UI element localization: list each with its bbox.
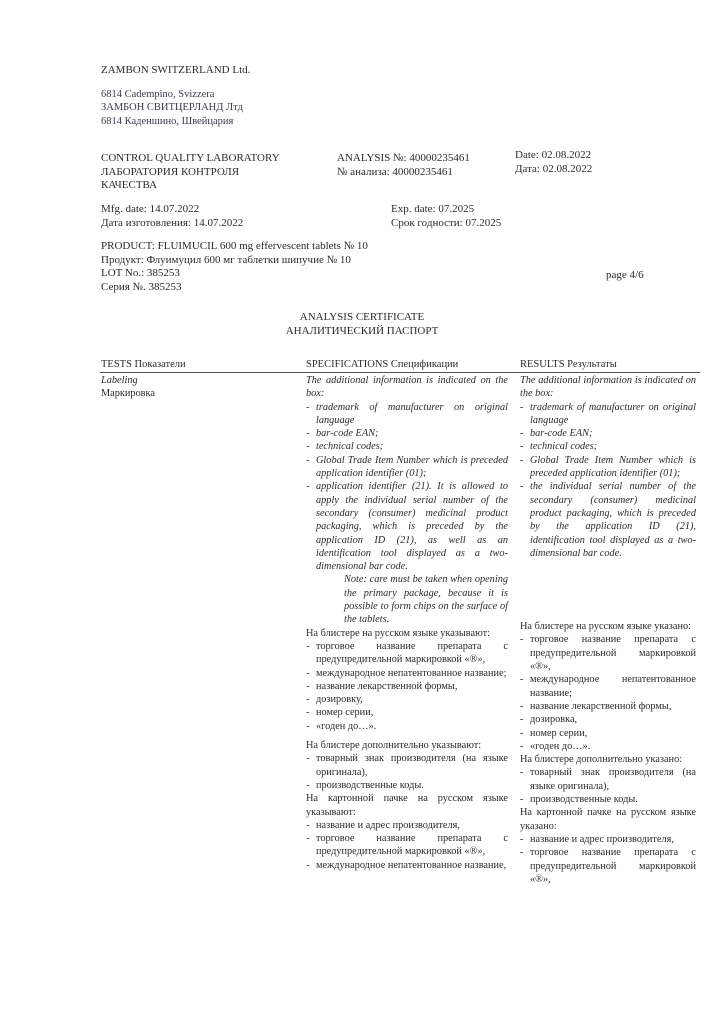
- list-item: - application identifier (21). It is allowed to apply the individual serial number of the secondary (consumer) medicinal product packaging, which is preceded by the application ID (21), as well as an identification tool displayed as a two-dimensional bar code.: [306, 480, 508, 573]
- exp-block: [391, 203, 501, 230]
- mfg-date: Дата изготовления: 14.07.2022: [101, 216, 244, 229]
- result-ru-intro: На блистере на русском языке указано:: [520, 621, 691, 633]
- exp-date: Exp. date: 07.2025: [391, 203, 475, 215]
- list-item: - bar-code EAN;: [520, 427, 696, 440]
- list-item: - производственные коды.: [520, 793, 696, 806]
- result-ru-intro3: На картонной пачке на русском языке указано:: [520, 807, 696, 832]
- list-item: - торговое название препарата с предупредительной маркировкой «®»,: [520, 846, 696, 886]
- test-name: [101, 374, 291, 401]
- address-line: 6814 Каденшино, Швейцария: [101, 115, 234, 127]
- lab-line: ЛАБОРАТОРИЯ КОНТРОЛЯ: [101, 165, 240, 178]
- mfg-block: [101, 203, 243, 230]
- spec-ru-intro2: На блистере дополнительно указывают:: [306, 740, 482, 752]
- list-item: - bar-code EAN;: [306, 427, 508, 440]
- spec-intro: The additional information is indicated on the box:: [306, 375, 508, 400]
- analysis-number: ANALYSIS №: 40000235461: [337, 152, 470, 164]
- result-ru-list2: [520, 766, 696, 806]
- product-line: PRODUCT: FLUIMUCIL 600 mg effervescent tablets № 10: [101, 240, 368, 252]
- analysis-number: № анализа: 40000235461: [337, 165, 453, 178]
- certificate-title: [0, 311, 724, 338]
- spec-ru-list3: [306, 819, 508, 872]
- list-item: - «годен до…».: [520, 740, 696, 753]
- list-item: - товарный знак производителя (на языке оригинала),: [520, 766, 696, 793]
- spec-ru-list2: [306, 752, 508, 792]
- list-item: - Global Trade Item Number which is preceded application identifier (01);: [306, 454, 508, 481]
- spec-ru-intro3: На картонной пачке на русском языке указывают:: [306, 793, 508, 818]
- list-item: - the individual serial number of the secondary (consumer) medicinal product packaging, which is preceded by the application ID (21), identification tool displayed as a two-dimensional bar code.: [520, 480, 696, 560]
- company-block: [101, 64, 250, 128]
- list-item: - товарный знак производителя (на языке оригинала),: [306, 752, 508, 779]
- result-intro: The additional information is indicated on the box:: [520, 375, 696, 400]
- product-line: Серия №. 385253: [101, 280, 182, 293]
- list-item: - международное непатентованное название;: [306, 667, 508, 680]
- list-item: - название лекарственной формы,: [306, 680, 508, 693]
- certificate-title-en: ANALYSIS CERTIFICATE: [299, 311, 425, 323]
- list-item: - название и адрес производителя,: [520, 833, 696, 846]
- table-divider: [100, 372, 700, 373]
- date-line: Дата: 02.08.2022: [515, 162, 593, 175]
- list-item: - производственные коды.: [306, 779, 508, 792]
- list-item: - международное непатентованное название;: [520, 673, 696, 700]
- table-header-tests: TESTS Показатели: [101, 359, 186, 370]
- list-item: - technical codes;: [306, 440, 508, 453]
- result-ru-list3: [520, 833, 696, 886]
- list-item: - название лекарственной формы,: [520, 700, 696, 713]
- list-item: - номер серии,: [306, 706, 508, 719]
- product-block: [101, 240, 368, 294]
- list-item: - trademark of manufacturer on original language: [520, 401, 696, 428]
- result-list: [520, 401, 696, 561]
- list-item: - торговое название препарата с предупредительной маркировкой «®»,: [306, 640, 508, 667]
- spec-ru-list: [306, 640, 508, 733]
- analysis-block: [337, 152, 470, 179]
- result-ru-intro2: На блистере дополнительно указано:: [520, 754, 683, 766]
- test-name-ru: Маркировка: [101, 388, 155, 400]
- list-item: - дозировка,: [520, 713, 696, 726]
- company-name: ZAMBON SWITZERLAND Ltd.: [101, 64, 251, 76]
- result-ru-list: [520, 633, 696, 753]
- result-column: [520, 374, 696, 886]
- lab-line: КАЧЕСТВА: [101, 179, 158, 191]
- table-header-specs: SPECIFICATIONS Спецификации: [306, 359, 459, 370]
- spec-column: [306, 374, 508, 872]
- list-item: - название и адрес производителя,: [306, 819, 508, 832]
- list-item: - Global Trade Item Number which is preceded application identifier (01);: [520, 454, 696, 481]
- list-item: - technical codes;: [520, 440, 696, 453]
- list-item: - номер серии,: [520, 727, 696, 740]
- list-item: - дозировку,: [306, 693, 508, 706]
- lab-line: CONTROL QUALITY LABORATORY: [101, 152, 280, 164]
- product-line: LOT No.: 385253: [101, 267, 180, 279]
- spec-list: [306, 401, 508, 574]
- exp-date: Срок годности: 07.2025: [391, 216, 502, 229]
- page-number: page 4/6: [606, 269, 644, 281]
- mfg-date: Mfg. date: 14.07.2022: [101, 203, 200, 215]
- lab-block: [101, 152, 280, 193]
- address-line: ЗАМБОН СВИТЦЕРЛАНД Лтд: [101, 102, 243, 113]
- list-item: - торговое название препарата с предупредительной маркировкой «®»,: [306, 832, 508, 859]
- list-item: - trademark of manufacturer on original language: [306, 401, 508, 428]
- list-item: - торговое название препарата с предупредительной маркировкой «®»,: [520, 633, 696, 673]
- date-line: Date: 02.08.2022: [515, 149, 592, 161]
- test-name-en: Labeling: [101, 375, 138, 386]
- table-header-results: RESULTS Результаты: [520, 359, 617, 370]
- spec-ru-intro: На блистере на русском языке указывают:: [306, 627, 491, 639]
- date-block: [515, 149, 592, 176]
- address-line: 6814 Cadempino, Svizzera: [101, 88, 215, 100]
- list-item: - международное непатентованное название,: [306, 859, 508, 872]
- list-item: - «годен до…».: [306, 720, 508, 733]
- spec-note: Note: care must be taken when opening the primary package, because it is possible to form chips on the surface of the tablets.: [344, 574, 508, 626]
- product-line: Продукт: Флуимуцил 600 мг таблетки шипучие № 10: [101, 253, 351, 266]
- certificate-title-ru: АНАЛИТИЧЕСКИЙ ПАСПОРТ: [285, 324, 439, 337]
